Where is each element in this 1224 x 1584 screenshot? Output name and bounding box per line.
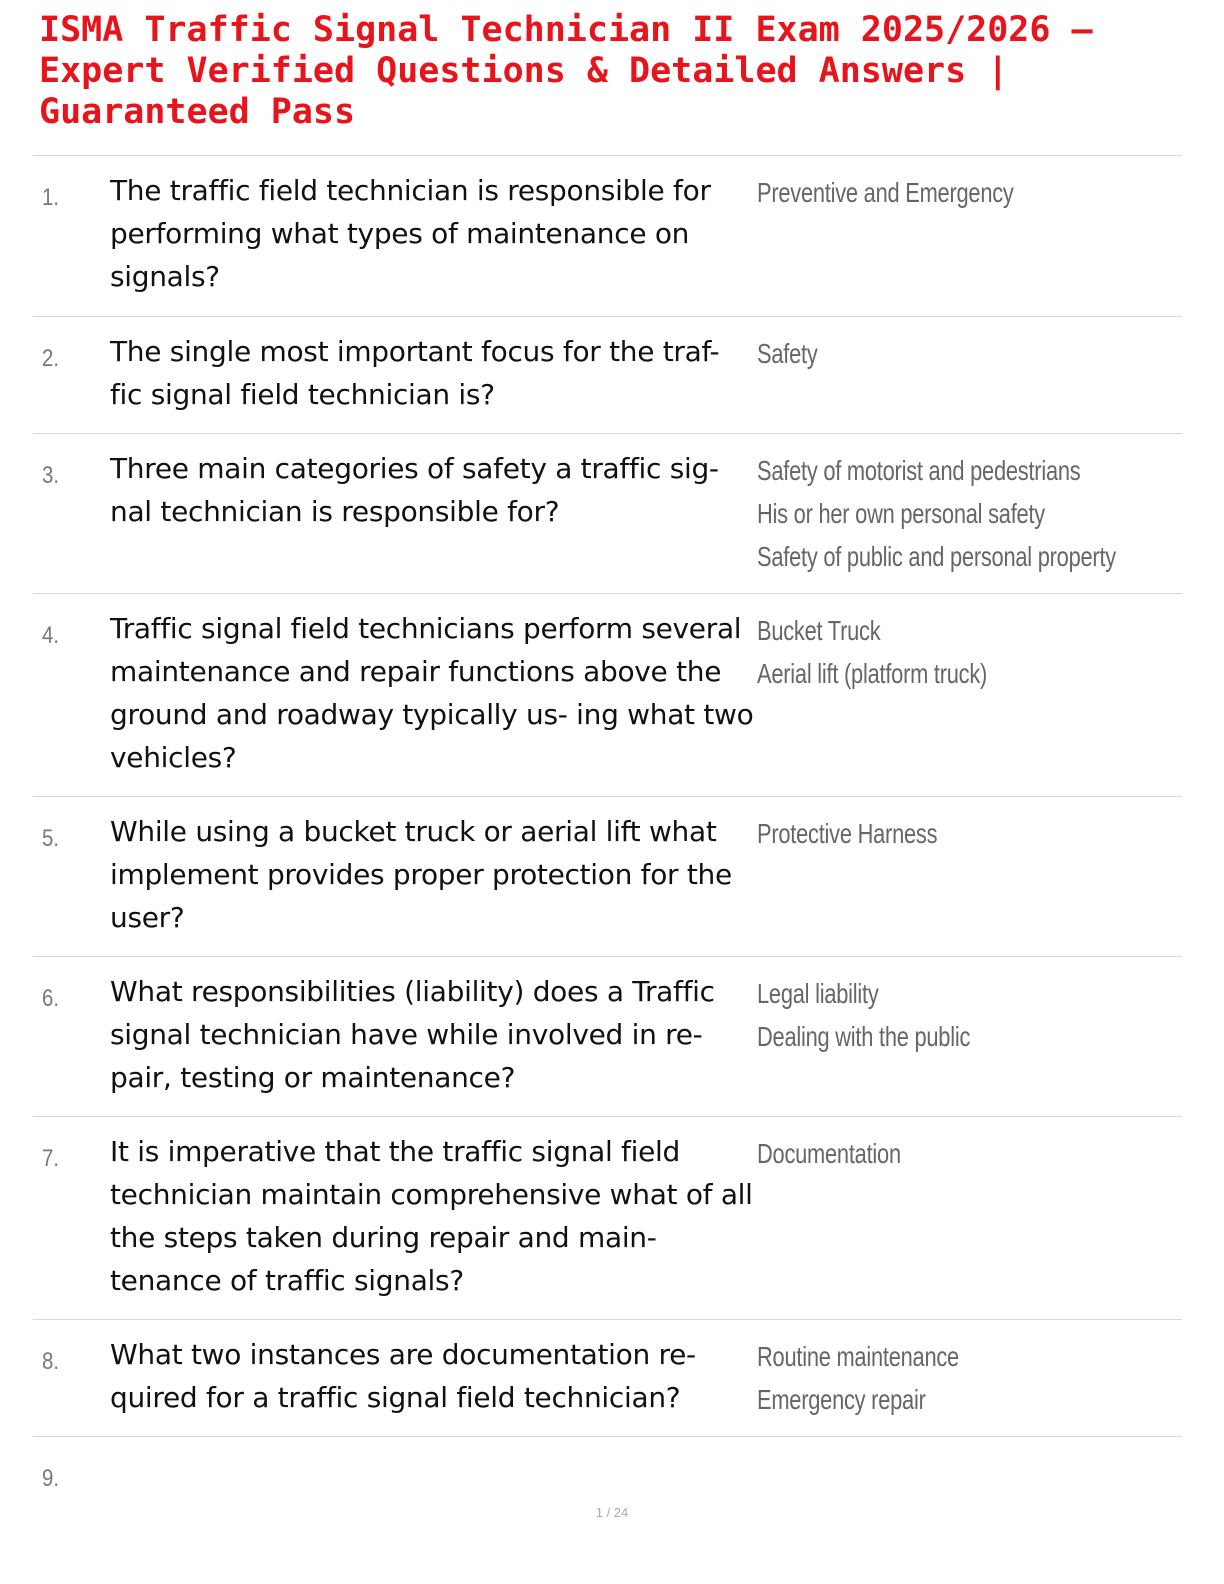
qa-list bbox=[33, 155, 1182, 1536]
question-text: Three main categories of safety a traffic sig- nal technician is responsible for? bbox=[110, 452, 719, 528]
qa-item bbox=[33, 956, 1182, 1116]
question-number: 5. bbox=[42, 825, 60, 852]
qa-item bbox=[33, 1436, 1182, 1536]
qa-item bbox=[33, 433, 1182, 593]
document-title: ISMA Traffic Signal Technician II Exam 2025/2026 – Expert Verified Questions & Detailed Answers | Guaranteed Pass bbox=[39, 10, 1093, 132]
answer-list bbox=[757, 609, 1182, 695]
question-text: It is imperative that the traffic signal field technician maintain comprehensive what of all the steps taken during repair and main- tenance of traffic signals? bbox=[110, 1135, 753, 1297]
answer-line: Documentation bbox=[757, 1138, 901, 1169]
question-number: 8. bbox=[42, 1348, 60, 1375]
question-number: 6. bbox=[42, 985, 60, 1012]
question-number: 9. bbox=[42, 1465, 60, 1492]
answer-line: Emergency repair bbox=[757, 1384, 926, 1415]
question-number: 4. bbox=[42, 622, 60, 649]
question-number: 2. bbox=[42, 345, 60, 372]
page-indicator: 1 / 24 bbox=[595, 1505, 629, 1520]
answer-list bbox=[757, 1132, 1182, 1175]
question-number: 7. bbox=[42, 1145, 60, 1172]
answer-list bbox=[757, 171, 1182, 214]
answer-line: Legal liability bbox=[757, 978, 879, 1009]
qa-item bbox=[33, 593, 1182, 796]
answer-line: Routine maintenance bbox=[757, 1341, 959, 1372]
question-text: The traffic field technician is responsible for performing what types of maintenance on signals? bbox=[110, 174, 711, 293]
qa-item bbox=[33, 155, 1182, 316]
question-number: 3. bbox=[42, 462, 60, 489]
answer-line: His or her own personal safety bbox=[757, 498, 1045, 529]
qa-item bbox=[33, 796, 1182, 956]
question-text: Traffic signal field technicians perform several maintenance and repair functions above the ground and roadway typically us- ing what two vehicles? bbox=[110, 612, 754, 774]
answer-line: Safety of motorist and pedestrians bbox=[757, 455, 1081, 486]
answer-line: Bucket Truck bbox=[757, 615, 881, 646]
answer-list bbox=[757, 449, 1182, 578]
answer-line: Safety of public and personal property bbox=[757, 541, 1116, 572]
answer-list bbox=[757, 812, 1182, 855]
qa-item bbox=[33, 316, 1182, 433]
question-number: 1. bbox=[42, 184, 60, 211]
qa-item bbox=[33, 1116, 1182, 1319]
qa-item bbox=[33, 1319, 1182, 1436]
answer-line: Safety bbox=[757, 338, 818, 369]
answer-list bbox=[757, 1335, 1182, 1421]
answer-line: Dealing with the public bbox=[757, 1021, 971, 1052]
question-text: What two instances are documentation re- quired for a traffic signal field technician? bbox=[110, 1338, 696, 1414]
question-text: What responsibilities (liability) does a Traffic signal technician have while involved in re- pair, testing or maintenance? bbox=[110, 975, 715, 1094]
question-text: The single most important focus for the traf- fic signal field technician is? bbox=[110, 335, 720, 411]
answer-line: Aerial lift (platform truck) bbox=[757, 658, 988, 689]
answer-list bbox=[757, 972, 1182, 1058]
answer-line: Protective Harness bbox=[757, 818, 938, 849]
question-text: While using a bucket truck or aerial lift what implement provides proper protection for the user? bbox=[110, 815, 732, 934]
answer-list bbox=[757, 332, 1182, 375]
answer-line: Preventive and Emergency bbox=[757, 177, 1014, 208]
